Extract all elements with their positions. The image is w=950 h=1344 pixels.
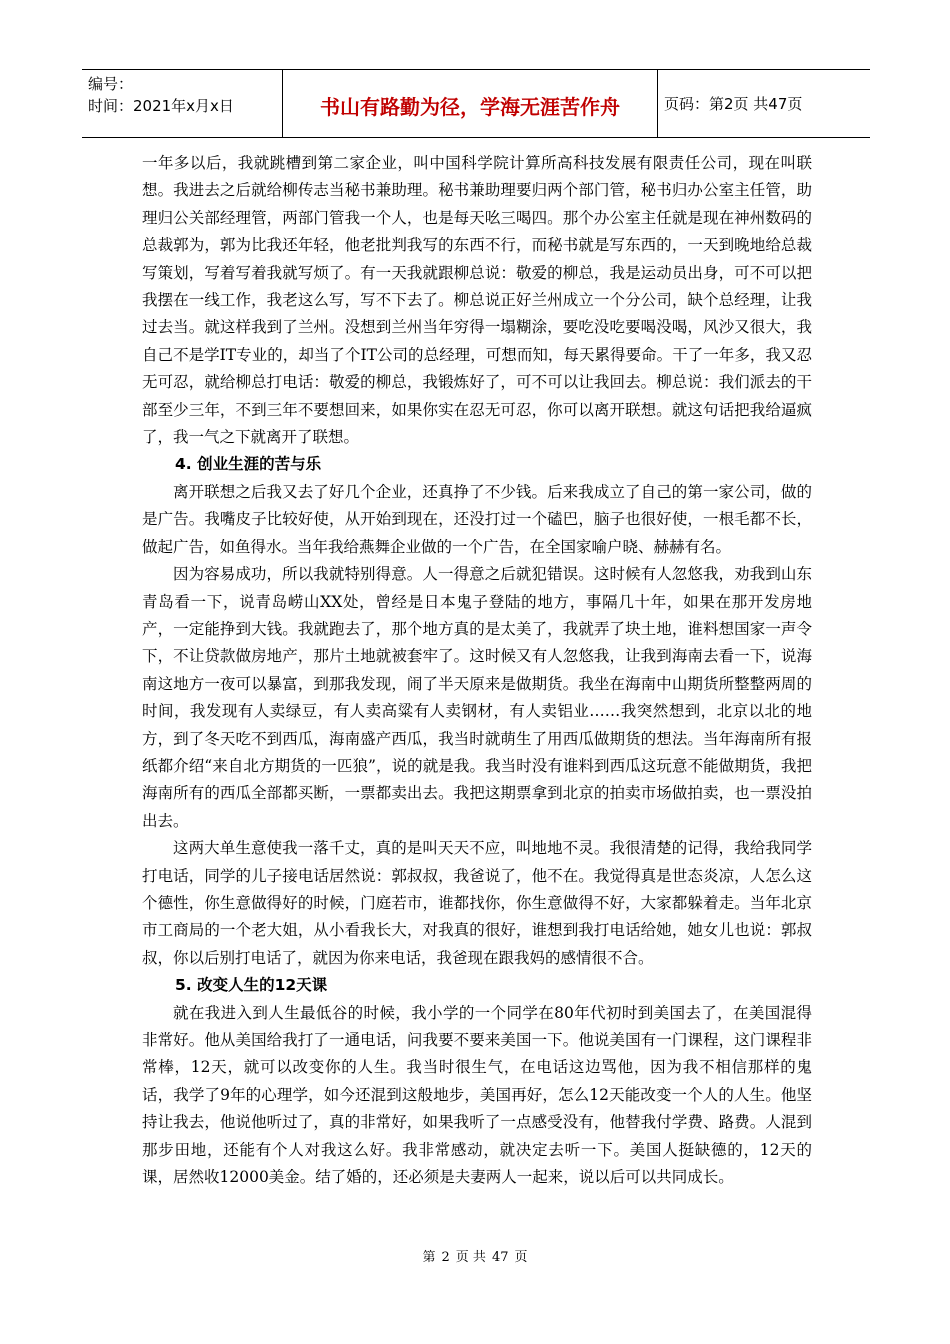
document-body <box>142 150 812 1191</box>
paragraph-lenovo-career: 一年多以后，我就跳槽到第二家企业，叫中国科学院计算所高科技发展有限责任公司，现在叫联想。我进去之后就给柳传志当秘书兼助理。秘书兼助理要归两个部门管，秘书归办公室主任管，助理归公关部经理管，两部门管我一个人，也是每天吆三喝四。那个办公室主任就是现在神州数码的总裁郭为，郭为比我还年轻，他老批判我写的东西不行，而秘书就是写东西的，一天到晚地给总裁写策划，写着写着我就写烦了。有一天我就跟柳总说：敬爱的柳总，我是运动员出身，可不可以把我摆在一线工作，我老这么写，写不下去了。柳总说正好兰州成立一个分公司，缺个总经理，让我过去当。就这样我到了兰州。没想到兰州当年穷得一塌糊涂，要吃没吃要喝没喝，风沙又很大，我自己不是学IT专业的，却当了个IT公司的总经理，可想而知，每天累得要命。干了一年多，我又忍无可忍，就给柳总打电话：敬爱的柳总，我锻炼好了，可不可以让我回去。柳总说：我们派去的干部至少三年，不到三年不要想回来，如果你实在忍无可忍，你可以离开联想。就这句话把我给逼疯了，我一气之下就离开了联想。 <box>142 154 812 447</box>
paragraph-business-mistakes: 因为容易成功，所以我就特别得意。人一得意之后就犯错误。这时候有人忽悠我，劝我到山东青岛看一下，说青岛崂山XX处，曾经是日本鬼子登陆的地方，事隔几十年，如果在那开发房地产，一定能挣到大钱。我就跑去了，那个地方真的是太美了，我就弄了块土地，谁料想国家一声令下，不让贷款做房地产，那片土地就被套牢了。这时候又有人忽悠我，让我到海南去看一下，说海南这地方一夜可以暴富，到那我发现，闹了半天原来是做期货。我坐在海南中山期货所整整两周的时间，我发现有人卖绿豆，有人卖高粱有人卖钢材，有人卖铝业……我突然想到，北京以北的地方，到了冬天吃不到西瓜，海南盛产西瓜，我当时就萌生了用西瓜做期货的想法。当年海南所有报纸都介绍“来自北方期货的一匹狼”，说的就是我。我当时没有谁料到西瓜这玩意不能做期货，我把海南所有的西瓜全部都买断，一票都卖出去。我把这期票拿到北京的拍卖市场做拍卖，也一票没拍出去。 <box>142 565 812 830</box>
footer-total-pages: 47 <box>491 1250 509 1265</box>
document-number-label: 编号： <box>88 75 134 93</box>
paragraph-advertising-company: 离开联想之后我又去了好几个企业，还真挣了不少钱。后来我成立了自己的第一家公司，做的是广告。我嘴皮子比较好使，从开始到现在，还没打过一个磕巴，脑子也很好使，一根毛都不长，做起广告，如鱼得水。当年我给燕舞企业做的一个广告，在全国家喻户晓、赫赫有名。 <box>142 482 812 556</box>
paragraph-hard-times: 这两大单生意使我一落千丈，真的是叫天天不应，叫地地不灵。我很清楚的记得，我给我同学打电话，同学的儿子接电话居然说：郭叔叔，我爸说了，他不在。我觉得真是世态炎凉，人怎么这个德性，你生意做得好的时候，门庭若市，谁都找你，你生意做得不好，大家都躲着走。当年北京市工商局的一个老大姐，从小看我长大，对我真的很好，谁想到我打电话给她，她女儿也说：郭叔叔，你以后别打电话了，就因为你来电话，我爸现在跟我妈的感情很不合。 <box>142 839 812 967</box>
header-motto: 书山有路勤为径，学海无涯苦作舟 <box>283 70 658 137</box>
footer-suffix: 页 <box>514 1250 528 1265</box>
document-date-label: 时间：2021年x月x日 <box>88 97 234 115</box>
page-header <box>82 69 870 138</box>
header-meta <box>82 70 283 137</box>
page-footer <box>0 1246 950 1265</box>
section-heading-life-course: 5. 改变人生的12天课 <box>175 976 328 995</box>
footer-current-page: 2 <box>441 1250 450 1265</box>
footer-prefix: 第 <box>422 1250 436 1265</box>
footer-mid: 页 共 <box>455 1250 486 1265</box>
paragraph-us-course: 就在我进入到人生最低谷的时候，我小学的一个同学在80年代初时到美国去了，在美国混得非常好。他从美国给我打了一通电话，问我要不要来美国一下。他说美国有一门课程，这门课程非常棒，12天，就可以改变你的人生。我当时很生气，在电话这边骂他，因为我不相信那样的鬼话，我学了9年的心理学，如今还混到这般地步，美国再好，怎么12天能改变一个人的人生。他坚持让我去，他说他听过了，真的非常好，如果我听了一点感受没有，他替我付学费、路费。人混到那步田地，还能有个人对我这么好。我非常感动，就决定去听一下。美国人挺缺德的，12天的课，居然收12000美金。结了婚的，还必须是夫妻两人一起来，说以后可以共同成长。 <box>142 1003 812 1187</box>
header-page-indicator: 页码：第2页 共47页 <box>664 95 803 113</box>
section-heading-entrepreneurship: 4. 创业生涯的苦与乐 <box>175 455 322 474</box>
